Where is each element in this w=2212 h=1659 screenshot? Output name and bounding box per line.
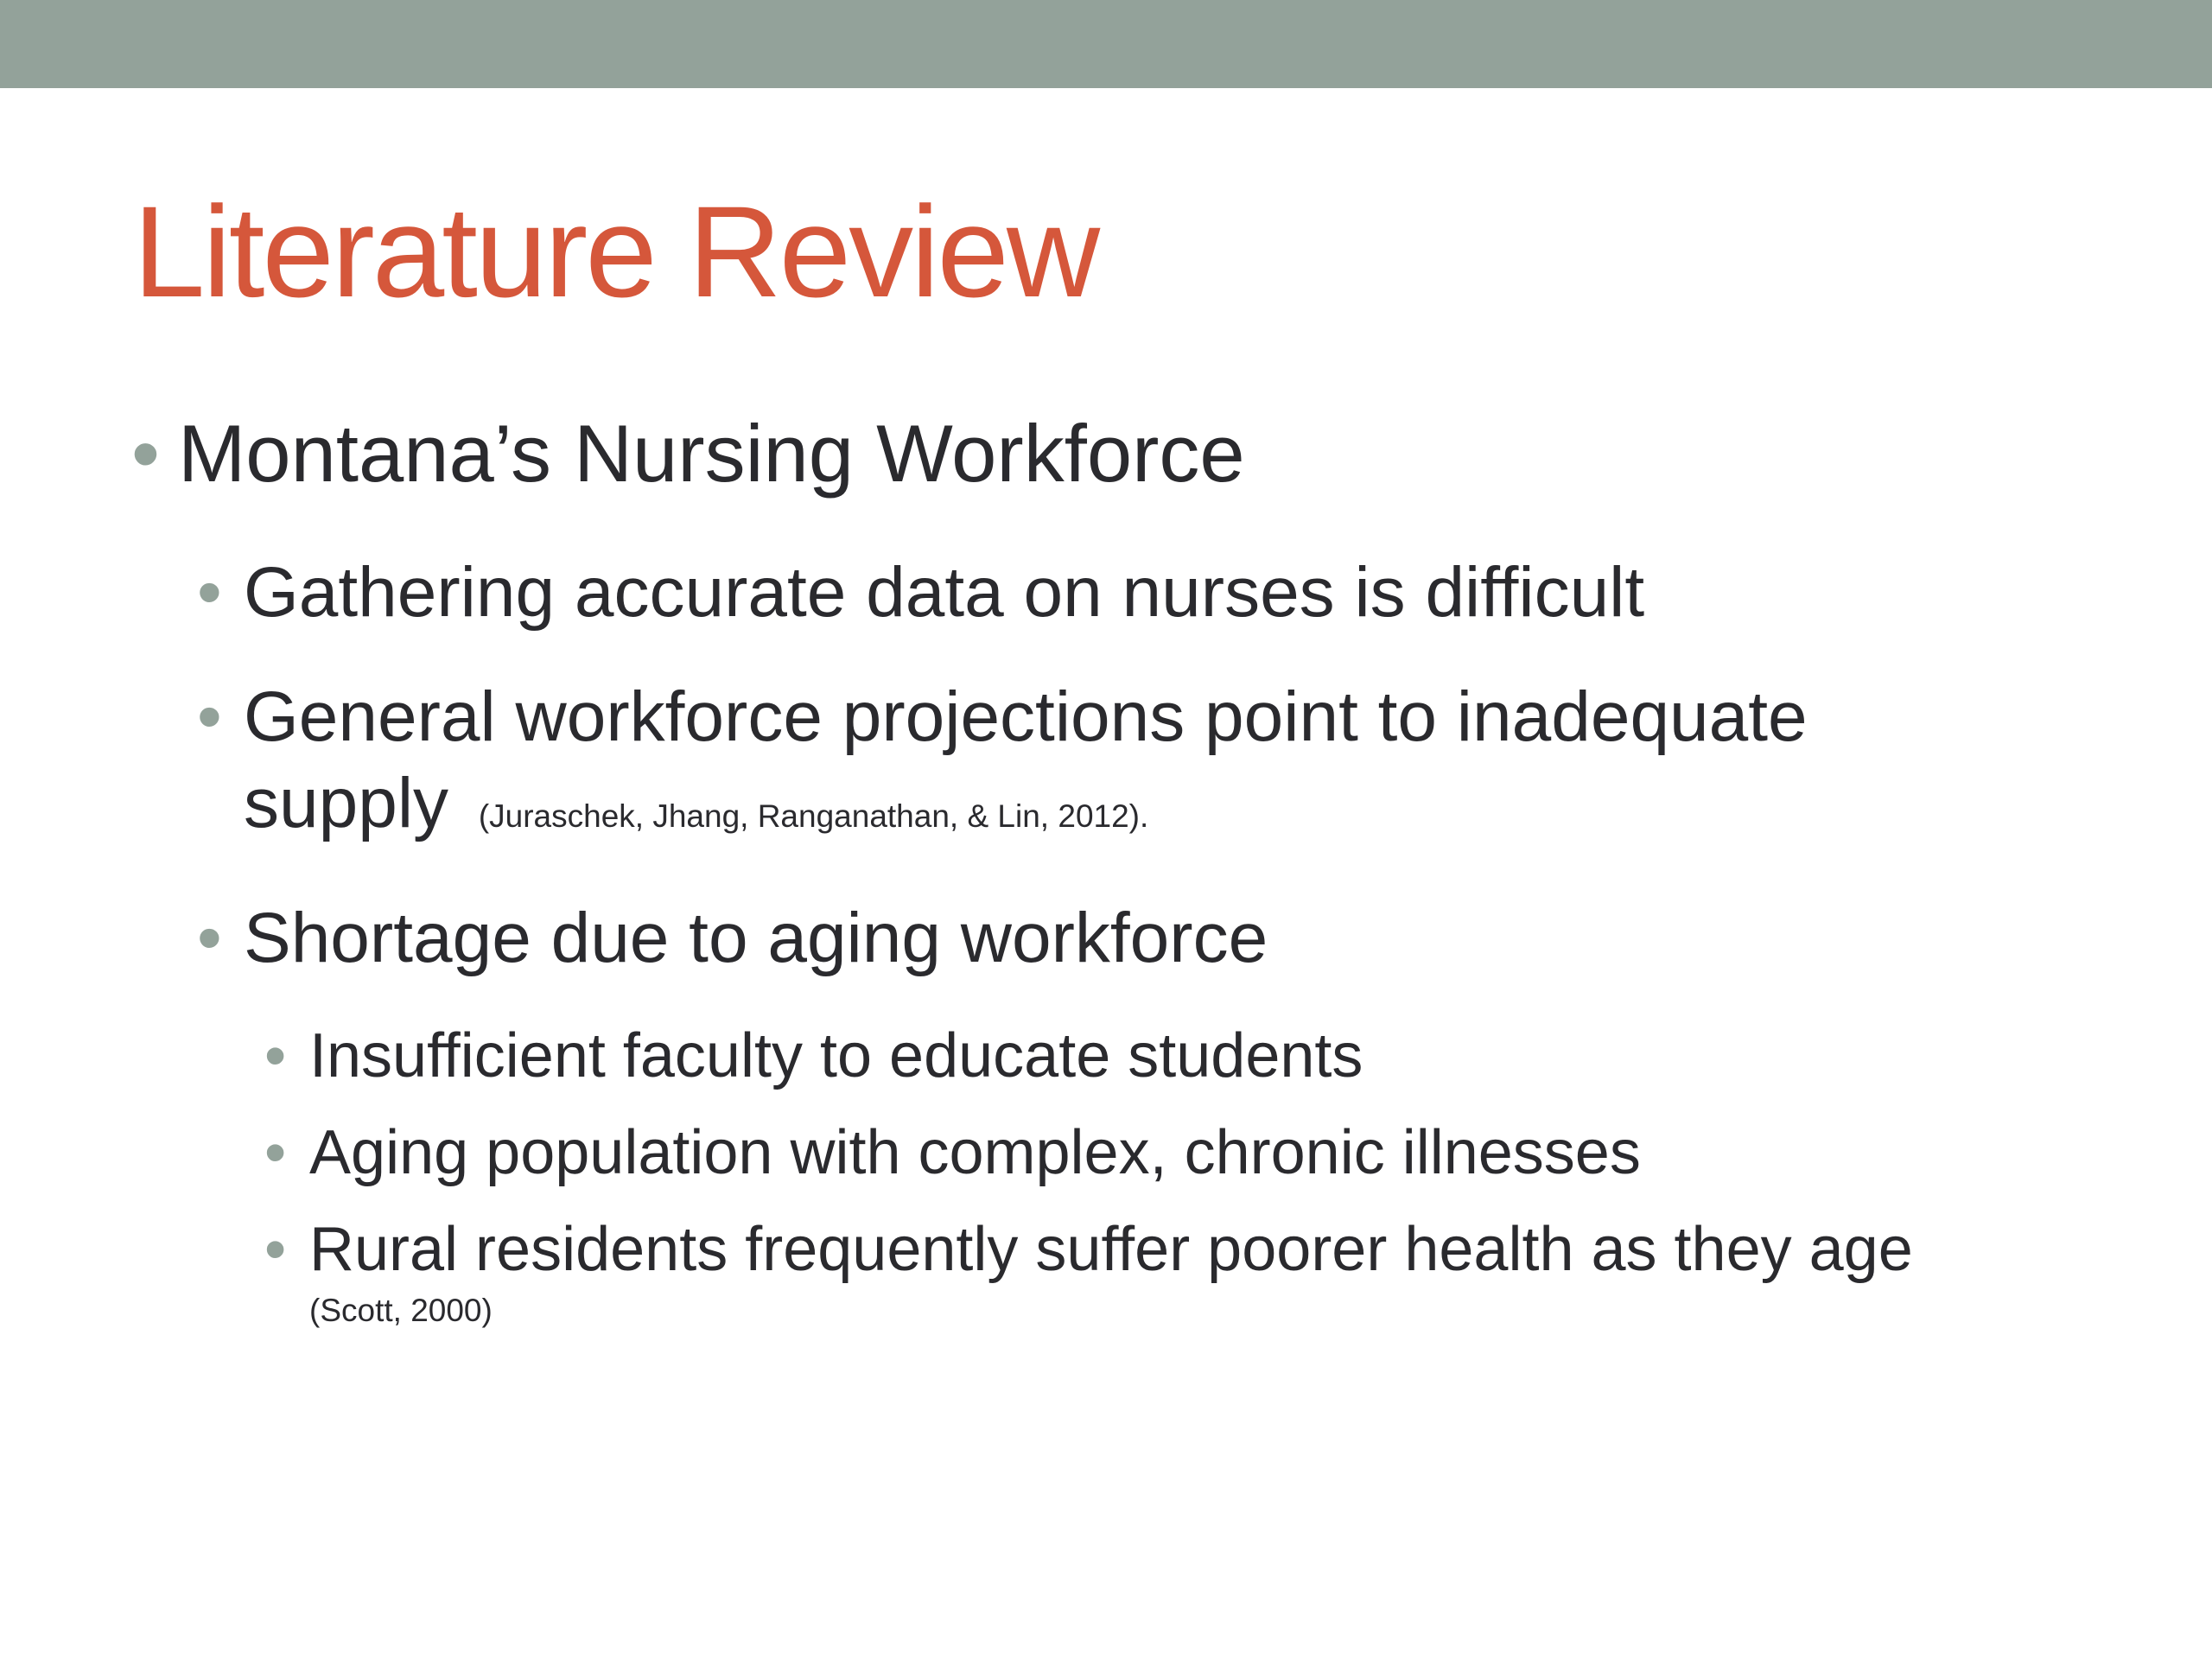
bullet-level2-projections-line1: General workforce projections point to inadequate (244, 677, 1808, 756)
bullet-level2-projections (244, 674, 1808, 860)
bullet-level3-rural-text: Rural residents frequently suffer poorer health as they age (309, 1215, 1913, 1284)
bullet-level3-rural-residents (309, 1211, 1913, 1330)
bullet-icon: • (197, 677, 222, 756)
bullet-icon: • (197, 899, 222, 977)
bullet-icon: • (264, 1215, 287, 1284)
bullet-level2-shortage: Shortage due to aging workforce (244, 899, 1268, 977)
slide-title: Literature Review (133, 179, 1098, 324)
bullet-level3-faculty: Insufficient faculty to educate students (309, 1021, 1363, 1090)
bullet-level2-data-accuracy: Gathering accurate data on nurses is difficult (244, 553, 1645, 632)
bullet-icon: • (197, 553, 222, 632)
bullet-level2-projections-word: supply (244, 764, 449, 842)
bullet-level3-aging-population: Aging population with complex, chronic illnesses (309, 1118, 1641, 1187)
citation-scott: (Scott, 2000) (309, 1293, 493, 1328)
bullet-level2-projections-line2 (244, 760, 1808, 860)
bullet-icon: • (131, 408, 160, 499)
bullet-icon: • (264, 1021, 287, 1090)
bullet-icon: • (264, 1118, 287, 1187)
citation-juraschek: (Juraschek, Jhang, Ranganathan, & Lin, 2012). (478, 798, 1149, 834)
bullet-level1: Montana’s Nursing Workforce (178, 408, 1245, 499)
header-bar (0, 0, 2212, 88)
